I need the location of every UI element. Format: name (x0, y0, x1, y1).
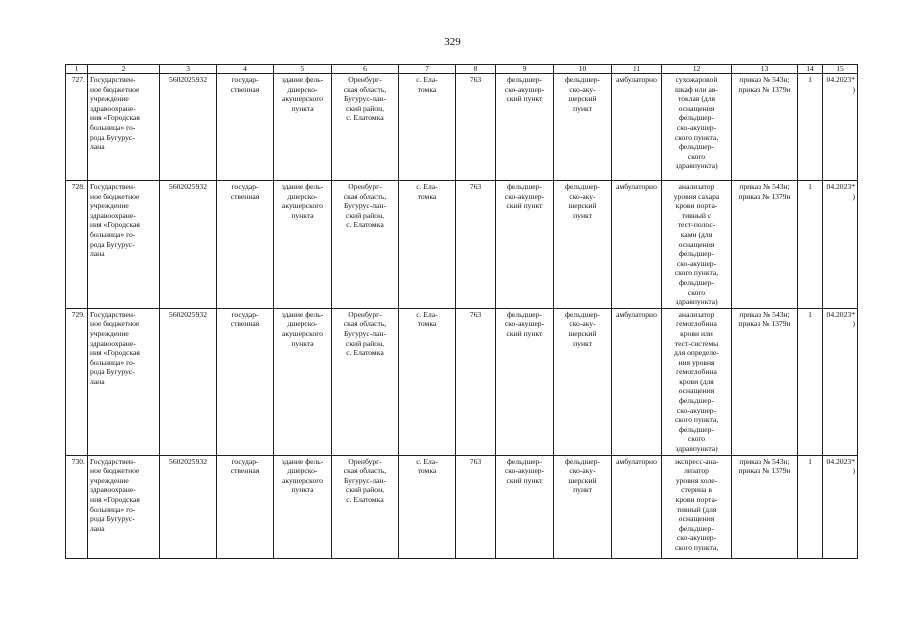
col-header-7: 7 (399, 65, 456, 74)
cell-line: рода Бугурус- (90, 239, 135, 249)
col-header-12: 12 (662, 65, 732, 74)
cell-line: ния «Городская (90, 348, 140, 358)
cell-line: с. Елатомка (346, 495, 384, 504)
cell-line: ско-акушер- (504, 191, 545, 201)
address (332, 181, 399, 309)
cell-line: ное бюджетное (90, 466, 140, 476)
building-type (274, 308, 332, 455)
cell-line: приказ № 1379н (738, 319, 791, 329)
care-condition: амбулаторно (612, 455, 662, 558)
cell-line: пункта (291, 210, 314, 220)
col-header-10: 10 (554, 65, 612, 74)
equipment-description (662, 455, 732, 558)
cell-line: тест-системы (674, 338, 719, 348)
ownership-form (217, 308, 274, 455)
cell-line: акушерского (282, 475, 323, 485)
cell-line: экспресс-ана- (674, 456, 719, 466)
cell-line: оснащения (678, 103, 715, 113)
cell-line: здание фель- (281, 182, 324, 191)
cell-line: государ- (231, 182, 259, 191)
cell-line: анализатор (678, 309, 715, 319)
cell-line: рода Бугурус- (90, 132, 135, 142)
cell-line: государ- (231, 75, 259, 84)
cell-line: приказ № 1379н (738, 466, 791, 476)
cell-line: ского (687, 434, 706, 444)
cell-line: учреждение (90, 201, 129, 211)
unit-type (496, 308, 554, 455)
col-header-14: 14 (798, 65, 823, 74)
cell-line: анализатор (678, 182, 715, 191)
cell-line: шерский (568, 94, 597, 104)
ownership-form (217, 455, 274, 558)
cell-line: учреждение (90, 94, 129, 104)
building-type (274, 74, 332, 181)
cell-line: учреждение (90, 328, 129, 338)
column-number-row (66, 65, 858, 74)
cell-line: ско-аку- (569, 191, 596, 201)
cell-line: приказ № 1379н (738, 191, 791, 201)
cell-line: Оренбург- (348, 456, 382, 466)
cell-line: ский пункт (506, 201, 543, 211)
organization-name (88, 74, 160, 181)
cell-line: стерина в (681, 485, 712, 495)
page-number: 329 (444, 36, 461, 48)
col-header-11: 11 (612, 65, 662, 74)
cell-line: приказ № 543н; (739, 309, 790, 319)
cell-line: Государствен- (90, 182, 136, 191)
cell-line: токлав (для (677, 94, 716, 104)
cell-line: ская область, (343, 191, 387, 201)
cell-line: Государствен- (90, 75, 136, 84)
cell-line: больница» го- (90, 357, 136, 367)
cell-line: Бугурус-лан- (343, 201, 387, 211)
cell-line: Бугурус-лан- (343, 328, 387, 338)
cell-line: здравоохране- (90, 103, 136, 113)
cell-line: Государствен- (90, 309, 136, 319)
cell-line: ско-акушер- (504, 84, 545, 94)
cell-line: фельдшер- (507, 182, 542, 191)
cell-line: здравпункта) (675, 161, 718, 171)
col-header-1: 1 (66, 65, 88, 74)
inn-code: 5602025932 (160, 455, 217, 558)
cell-line: ное бюджетное (90, 319, 140, 329)
cell-line: ский пункт (506, 94, 543, 104)
cell-line: ния «Городская (90, 220, 140, 230)
cell-line: ский район, (345, 485, 385, 495)
cell-line: лизатор (684, 466, 709, 476)
cell-line: здравпункта) (675, 444, 718, 454)
cell-line: фельдшер- (565, 182, 600, 191)
address (332, 455, 399, 558)
cell-line: ное бюджетное (90, 191, 140, 201)
cell-line: с. Ела- (416, 309, 438, 319)
quantity: 1 (798, 74, 823, 181)
cell-line: лана (90, 376, 105, 386)
locality (399, 74, 456, 181)
cell-line: пункта (291, 338, 314, 348)
cell-line: пункт (573, 210, 592, 220)
cell-line: приказ № 1379н (738, 84, 791, 94)
cell-line: лана (90, 523, 105, 533)
cell-line: крови или (680, 328, 713, 338)
col-header-13: 13 (732, 65, 798, 74)
cell-line: ского (687, 151, 706, 161)
cell-line: ния уровня (678, 357, 715, 367)
cell-line: дшерско- (287, 319, 318, 329)
organization-name (88, 455, 160, 558)
cell-line: ско-акушер- (676, 405, 717, 415)
cell-line: Оренбург- (348, 75, 382, 84)
unit-type (496, 181, 554, 309)
unit-name (554, 181, 612, 309)
cell-line: ственная (230, 319, 260, 329)
unit-type (496, 455, 554, 558)
cell-line: тивный (для (676, 504, 717, 514)
address (332, 74, 399, 181)
cell-line: пункт (573, 485, 592, 495)
cell-line: шерский (568, 201, 597, 211)
regulatory-order (732, 181, 798, 309)
locality-code: 763 (456, 308, 496, 455)
unit-name (554, 74, 612, 181)
cell-line: ский район, (345, 338, 385, 348)
cell-line: здравоохране- (90, 338, 136, 348)
register-table (65, 64, 858, 559)
cell-line: ского пункта, (674, 415, 719, 425)
col-header-9: 9 (496, 65, 554, 74)
cell-line: ния «Городская (90, 113, 140, 123)
cell-line: фельдшер- (679, 523, 714, 533)
cell-line: томка (417, 84, 437, 94)
due-date: 04.2023*) (823, 74, 858, 181)
care-condition: амбулаторно (612, 308, 662, 455)
cell-line: ский район, (345, 210, 385, 220)
cell-line: ского пункта, (674, 542, 719, 552)
table-row (66, 181, 858, 309)
cell-line: дшерско- (287, 191, 318, 201)
col-header-4: 4 (217, 65, 274, 74)
cell-line: ско-аку- (569, 319, 596, 329)
row-number: 730. (66, 455, 88, 558)
cell-line: пункта (291, 485, 314, 495)
cell-line: с. Елатомка (346, 348, 384, 358)
cell-line: фельдшер- (507, 75, 542, 84)
cell-line: больница» го- (90, 122, 136, 132)
care-condition: амбулаторно (612, 181, 662, 309)
equipment-description (662, 181, 732, 309)
cell-line: пункта (291, 103, 314, 113)
cell-line: с. Елатомка (346, 220, 384, 230)
organization-name (88, 308, 160, 455)
regulatory-order (732, 308, 798, 455)
cell-line: фельдшер- (679, 113, 714, 123)
cell-line: томка (417, 466, 437, 476)
row-number: 727. (66, 74, 88, 181)
cell-line: акушерского (282, 328, 323, 338)
cell-line: ное бюджетное (90, 84, 140, 94)
care-condition: амбулаторно (612, 74, 662, 181)
row-number: 729. (66, 308, 88, 455)
cell-line: ско-акушер- (676, 533, 717, 543)
cell-line: лана (90, 142, 105, 152)
row-number: 728. (66, 181, 88, 309)
cell-line: шкаф или ав- (675, 84, 718, 94)
cell-line: Бугурус-лан- (343, 475, 387, 485)
cell-line: шерский (568, 475, 597, 485)
cell-line: ния «Городская (90, 495, 140, 504)
cell-line: фельдшер- (507, 309, 542, 319)
cell-line: уровня сахара (673, 191, 720, 201)
cell-line: тивный с (681, 210, 712, 220)
cell-line: здание фель- (281, 309, 324, 319)
col-header-3: 3 (160, 65, 217, 74)
cell-line: фельдшер- (679, 277, 714, 287)
col-header-2: 2 (88, 65, 160, 74)
cell-line: пункт (573, 338, 592, 348)
cell-line: Оренбург- (348, 182, 382, 191)
locality-code: 763 (456, 74, 496, 181)
cell-line: акушерского (282, 94, 323, 104)
due-date: 04.2023*) (823, 181, 858, 309)
quantity: 1 (798, 455, 823, 558)
cell-line: фельдшер- (565, 309, 600, 319)
cell-line: ско-акушер- (676, 258, 717, 268)
regulatory-order (732, 455, 798, 558)
cell-line: с. Елатомка (346, 113, 384, 123)
cell-line: ского пункта, (674, 132, 719, 142)
table-row (66, 455, 858, 558)
cell-line: ский пункт (506, 475, 543, 485)
cell-line: крови (для (679, 376, 714, 386)
building-type (274, 455, 332, 558)
cell-line: оснащения (678, 386, 715, 396)
cell-line: фельдшер- (565, 75, 600, 84)
cell-line: с. Ела- (416, 75, 438, 84)
cell-line: ственная (230, 84, 260, 94)
cell-line: ского (687, 287, 706, 297)
ownership-form (217, 74, 274, 181)
cell-line: ская область, (343, 466, 387, 476)
cell-line: лана (90, 249, 105, 259)
cell-line: Государствен- (90, 456, 136, 466)
col-header-5: 5 (274, 65, 332, 74)
regulatory-order (732, 74, 798, 181)
cell-line: здание фель- (281, 75, 324, 84)
cell-line: гемоглобина (676, 367, 717, 377)
cell-line: фельдшер- (507, 456, 542, 466)
cell-line: больница» го- (90, 229, 136, 239)
cell-line: рода Бугурус- (90, 514, 135, 524)
cell-line: фельдшер- (679, 142, 714, 152)
cell-line: ская область, (343, 319, 387, 329)
cell-line: томка (417, 191, 437, 201)
cell-line: государ- (231, 456, 259, 466)
building-type (274, 181, 332, 309)
col-header-15: 15 (823, 65, 858, 74)
cell-line: ско-акушер- (504, 319, 545, 329)
cell-line: ками (для (680, 229, 713, 239)
due-date: 04.2023*) (823, 308, 858, 455)
cell-line: ская область, (343, 84, 387, 94)
cell-line: фельдшер- (679, 249, 714, 259)
unit-name (554, 455, 612, 558)
cell-line: ско-аку- (569, 466, 596, 476)
cell-line: с. Ела- (416, 456, 438, 466)
cell-line: оснащения (678, 239, 715, 249)
cell-line: здравоохране- (90, 485, 136, 495)
cell-line: для определе- (674, 348, 719, 358)
unit-name (554, 308, 612, 455)
cell-line: крови порта- (675, 495, 718, 504)
locality (399, 455, 456, 558)
locality (399, 181, 456, 309)
cell-line: тест-полос- (677, 220, 716, 230)
quantity: 1 (798, 181, 823, 309)
cell-line: оснащения (678, 514, 715, 524)
inn-code: 5602025932 (160, 181, 217, 309)
cell-line: дшерско- (287, 84, 318, 94)
table-row (66, 308, 858, 455)
cell-line: томка (417, 319, 437, 329)
equipment-description (662, 308, 732, 455)
cell-line: больница» го- (90, 504, 136, 514)
cell-line: акушерского (282, 201, 323, 211)
cell-line: шерский (568, 328, 597, 338)
inn-code: 5602025932 (160, 308, 217, 455)
locality-code: 763 (456, 181, 496, 309)
locality (399, 308, 456, 455)
cell-line: здравоохране- (90, 210, 136, 220)
cell-line: государ- (231, 309, 259, 319)
cell-line: ско-акушер- (504, 466, 545, 476)
due-date: 04.2023*) (823, 455, 858, 558)
organization-name (88, 181, 160, 309)
cell-line: фельдшер- (565, 456, 600, 466)
cell-line: ско-акушер- (676, 122, 717, 132)
cell-line: ский пункт (506, 328, 543, 338)
inn-code: 5602025932 (160, 74, 217, 181)
address (332, 308, 399, 455)
cell-line: пункт (573, 103, 592, 113)
unit-type (496, 74, 554, 181)
ownership-form (217, 181, 274, 309)
cell-line: приказ № 543н; (739, 456, 790, 466)
cell-line: ственная (230, 466, 260, 476)
cell-line: дшерско- (287, 466, 318, 476)
cell-line: рода Бугурус- (90, 367, 135, 377)
cell-line: фельдшер- (679, 396, 714, 406)
cell-line: приказ № 543н; (739, 75, 790, 84)
cell-line: приказ № 543н; (739, 182, 790, 191)
cell-line: крови порта- (675, 201, 718, 211)
quantity: 1 (798, 308, 823, 455)
cell-line: уровня холе- (675, 475, 718, 485)
cell-line: здравпункта) (675, 297, 718, 307)
col-header-6: 6 (332, 65, 399, 74)
cell-line: ственная (230, 191, 260, 201)
cell-line: здание фель- (281, 456, 324, 466)
cell-line: сухожаровой (675, 75, 718, 84)
cell-line: гемоглобина (676, 319, 717, 329)
cell-line: учреждение (90, 475, 129, 485)
cell-line: Бугурус-лан- (343, 94, 387, 104)
cell-line: ско-аку- (569, 84, 596, 94)
cell-line: Оренбург- (348, 309, 382, 319)
cell-line: ского пункта, (674, 268, 719, 278)
cell-line: с. Ела- (416, 182, 438, 191)
equipment-description (662, 74, 732, 181)
table-row (66, 74, 858, 181)
col-header-8: 8 (456, 65, 496, 74)
locality-code: 763 (456, 455, 496, 558)
cell-line: фельдшер- (679, 424, 714, 434)
cell-line: ский район, (345, 103, 385, 113)
